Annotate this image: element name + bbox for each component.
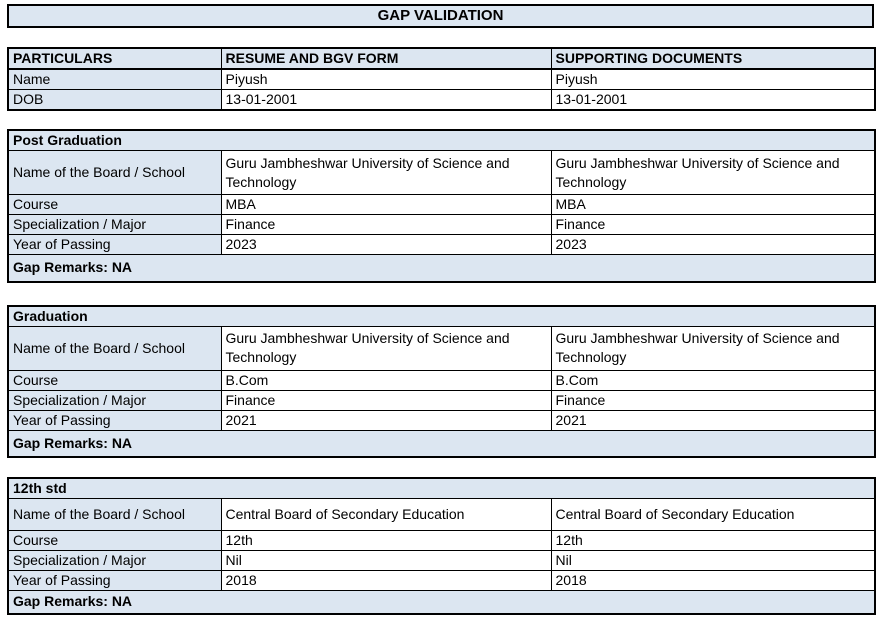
cell-label: Specialization / Major [8,215,221,235]
cell-label: Name of the Board / School [8,499,221,531]
row-specialization [8,551,875,571]
cell-supporting-value: MBA [551,195,875,215]
row-course [8,531,875,551]
column-header-resume-bgv: RESUME AND BGV FORM [221,48,551,69]
cell-label: Specialization / Major [8,551,221,571]
section-12th-std [7,477,876,615]
cell-resume-value: Guru Jambheshwar University of Science and Technology [221,326,551,370]
cell-supporting-value: Finance [551,390,875,410]
cell-label: Course [8,531,221,551]
cell-label: Course [8,370,221,390]
table-row-name [8,69,875,90]
cell-label: Name of the Board / School [8,326,221,370]
cell-supporting-value: Piyush [551,69,875,90]
cell-supporting-value: 13-01-2001 [551,90,875,111]
cell-label: Year of Passing [8,410,221,430]
cell-supporting-value: 2023 [551,235,875,255]
section-title-row [8,478,875,499]
cell-supporting-value: 2018 [551,571,875,591]
cell-resume-value: Central Board of Secondary Education [221,499,551,531]
cell-resume-value: Finance [221,390,551,410]
gap-remarks-row [8,591,875,614]
section-title: Post Graduation [8,130,875,151]
row-board-school [8,151,875,195]
cell-label: DOB [8,90,221,111]
gap-remarks-row [8,255,875,282]
row-specialization [8,215,875,235]
cell-resume-value: MBA [221,195,551,215]
cell-label: Year of Passing [8,571,221,591]
row-course [8,370,875,390]
section-title: Graduation [8,306,875,327]
page-title: GAP VALIDATION [7,4,874,28]
cell-supporting-value: Guru Jambheshwar University of Science and Technology [551,326,875,370]
cell-supporting-value: Nil [551,551,875,571]
cell-supporting-value: 2021 [551,410,875,430]
row-specialization [8,390,875,410]
cell-resume-value: B.Com [221,370,551,390]
cell-label: Course [8,195,221,215]
gap-remarks: Gap Remarks: NA [8,255,875,282]
column-header-particulars: PARTICULARS [8,48,221,69]
table-row-dob [8,90,875,111]
row-board-school [8,499,875,531]
gap-remarks-row [8,430,875,457]
cell-supporting-value: 12th [551,531,875,551]
cell-resume-value: 2018 [221,571,551,591]
cell-label: Name of the Board / School [8,151,221,195]
section-title-row [8,306,875,327]
cell-supporting-value: Guru Jambheshwar University of Science and Technology [551,151,875,195]
cell-supporting-value: B.Com [551,370,875,390]
cell-supporting-value: Finance [551,215,875,235]
personal-info-table [7,47,876,111]
row-year-of-passing [8,410,875,430]
column-header-supporting-docs: SUPPORTING DOCUMENTS [551,48,875,69]
header-row [8,48,875,69]
section-graduation [7,305,876,459]
cell-supporting-value: Central Board of Secondary Education [551,499,875,531]
cell-resume-value: Finance [221,215,551,235]
cell-label: Year of Passing [8,235,221,255]
row-year-of-passing [8,235,875,255]
row-course [8,195,875,215]
cell-resume-value: Nil [221,551,551,571]
gap-remarks: Gap Remarks: NA [8,591,875,614]
section-post-graduation [7,129,876,283]
cell-resume-value: 2021 [221,410,551,430]
cell-resume-value: 2023 [221,235,551,255]
cell-resume-value: Piyush [221,69,551,90]
cell-resume-value: 12th [221,531,551,551]
section-title-row [8,130,875,151]
cell-label: Specialization / Major [8,390,221,410]
cell-resume-value: 13-01-2001 [221,90,551,111]
section-title: 12th std [8,478,875,499]
cell-resume-value: Guru Jambheshwar University of Science and Technology [221,151,551,195]
row-board-school [8,326,875,370]
row-year-of-passing [8,571,875,591]
cell-label: Name [8,69,221,90]
gap-remarks: Gap Remarks: NA [8,430,875,457]
